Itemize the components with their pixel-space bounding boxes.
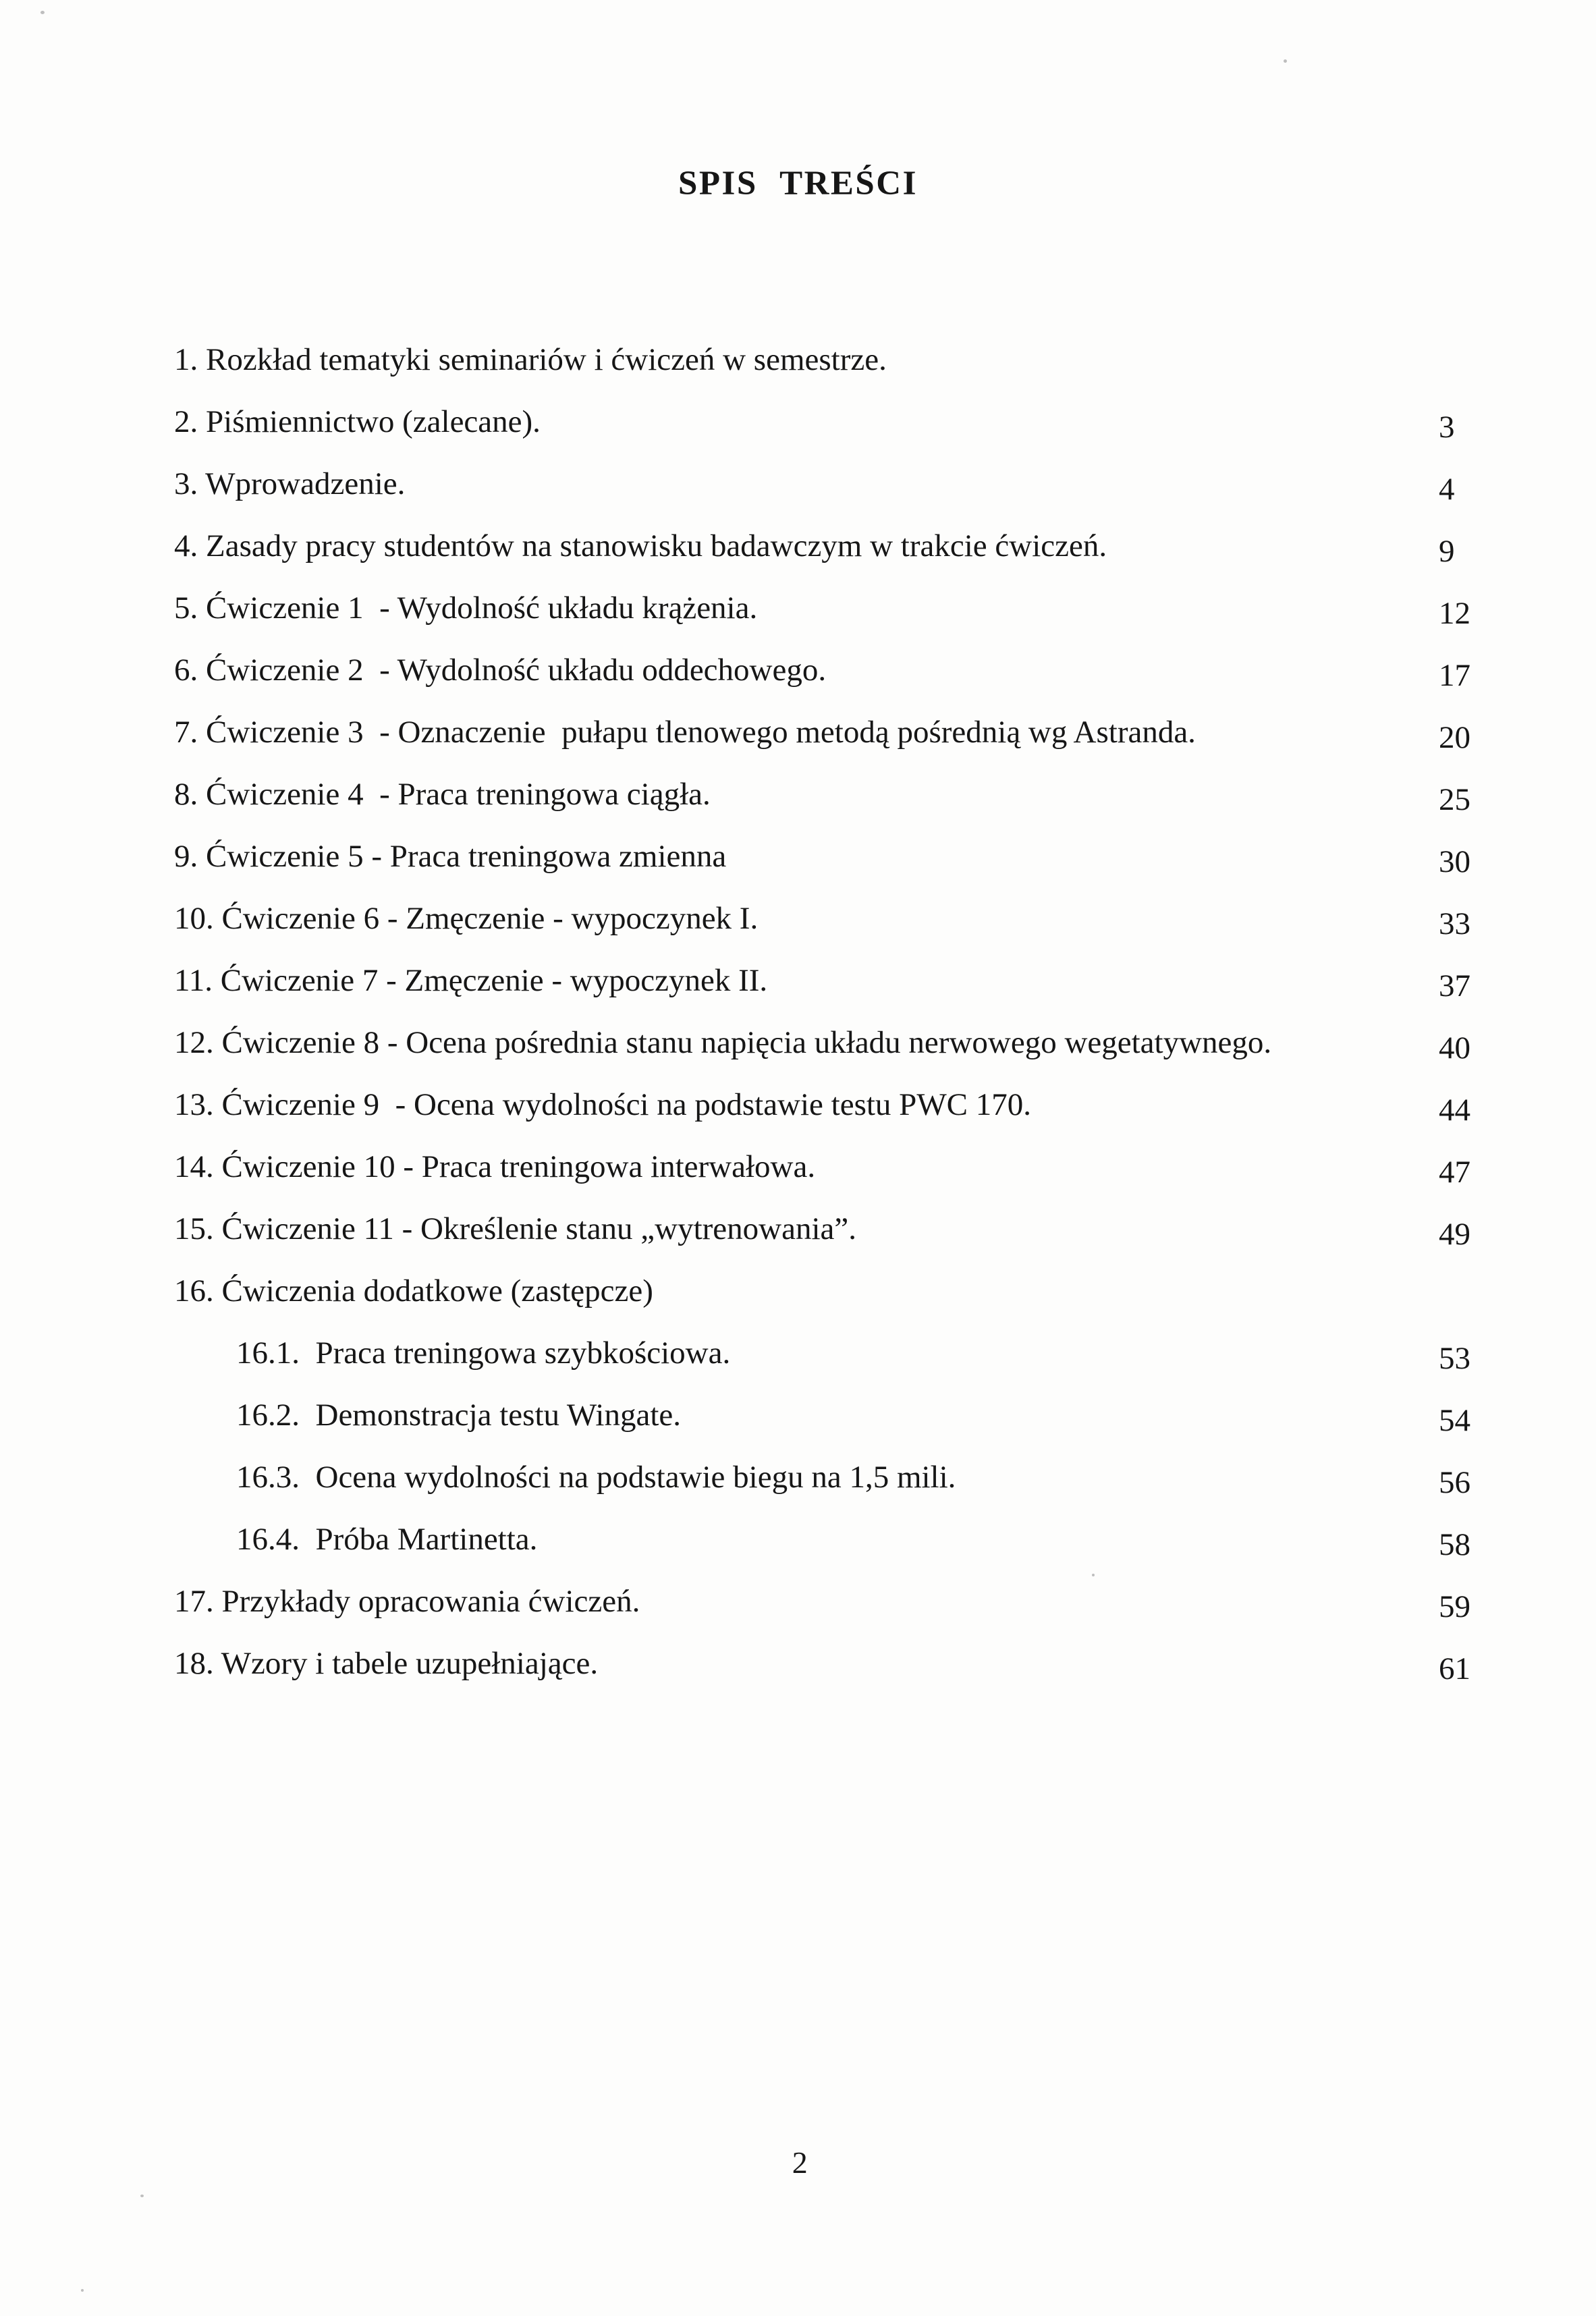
toc-entry-page-number: 4 <box>1439 472 1455 507</box>
toc-entry-page-number: 3 <box>1439 410 1455 445</box>
toc-row <box>174 701 1514 763</box>
toc-entry-label: 16.3. Ocena wydolności na podstawie biegu na 1,5 mili. <box>236 1460 956 1495</box>
scan-speck <box>1092 1574 1095 1576</box>
toc-row <box>174 1322 1514 1384</box>
toc-entry-label: 4. Zasady pracy studentów na stanowisku badawczym w trakcie ćwiczeń. <box>174 528 1107 563</box>
toc-entry-page-number: 58 <box>1439 1527 1470 1562</box>
scan-speck <box>1284 59 1287 63</box>
toc-row <box>174 1260 1514 1322</box>
toc-entry-page-number: 59 <box>1439 1589 1470 1624</box>
toc-entry-page-number: 12 <box>1439 596 1470 631</box>
toc-entry-label: 15. Ćwiczenie 11 - Określenie stanu „wytrenowania”. <box>174 1211 857 1246</box>
toc-row <box>174 1570 1514 1632</box>
toc-entry-label: 14. Ćwiczenie 10 - Praca treningowa interwałowa. <box>174 1149 816 1184</box>
toc-entry-label: 2. Piśmiennictwo (zalecane). <box>174 404 541 439</box>
toc-row <box>174 1632 1514 1694</box>
toc-row <box>174 1384 1514 1446</box>
toc-entry-label: 1. Rozkład tematyki seminariów i ćwiczeń w semestrze. <box>174 342 887 377</box>
toc-entry-label: 16. Ćwiczenia dodatkowe (zastępcze) <box>174 1273 653 1308</box>
toc-row <box>174 1136 1514 1198</box>
toc-entry-label: 3. Wprowadzenie. <box>174 466 406 501</box>
toc-row <box>174 949 1514 1012</box>
toc-entry-page-number: 54 <box>1439 1403 1470 1438</box>
toc-entry-page-number: 9 <box>1439 534 1455 569</box>
toc-entry-label: 16.1. Praca treningowa szybkościowa. <box>236 1335 731 1371</box>
toc-entry-label: 12. Ćwiczenie 8 - Ocena pośrednia stanu napięcia układu nerwowego wegetatywnego. <box>174 1025 1272 1060</box>
scan-speck <box>81 2289 84 2292</box>
toc-entry-label: 10. Ćwiczenie 6 - Zmęczenie - wypoczynek I. <box>174 901 759 936</box>
toc-entry-label: 18. Wzory i tabele uzupełniające. <box>174 1646 599 1681</box>
toc-entry-label: 16.2. Demonstracja testu Wingate. <box>236 1398 681 1433</box>
toc-entry-page-number: 17 <box>1439 658 1470 693</box>
toc-entry-label: 7. Ćwiczenie 3 - Oznaczenie pułapu tlenowego metodą pośrednią wg Astranda. <box>174 715 1196 750</box>
toc-entry-page-number: 56 <box>1439 1465 1470 1500</box>
toc-entry-page-number: 61 <box>1439 1651 1470 1686</box>
toc-row <box>174 825 1514 887</box>
scan-speck <box>40 11 45 14</box>
toc-row <box>174 639 1514 701</box>
toc-entry-page-number: 53 <box>1439 1341 1470 1376</box>
page-title: SPIS TREŚCI <box>678 165 918 202</box>
toc-row <box>174 1074 1514 1136</box>
toc-row <box>174 453 1514 515</box>
toc-entry-page-number: 25 <box>1439 782 1470 817</box>
toc-entry-page-number: 49 <box>1439 1217 1470 1252</box>
toc-entry-label: 16.4. Próba Martinetta. <box>236 1522 538 1557</box>
toc-entry-label: 5. Ćwiczenie 1 - Wydolność układu krążenia. <box>174 590 758 626</box>
toc-entry-label: 8. Ćwiczenie 4 - Praca treningowa ciągła. <box>174 777 711 812</box>
scan-speck <box>140 2195 144 2197</box>
toc-row <box>174 1198 1514 1260</box>
toc-row <box>174 391 1514 453</box>
toc-entry-page-number: 44 <box>1439 1093 1470 1128</box>
toc-entry-page-number: 40 <box>1439 1030 1470 1066</box>
toc-entry-label: 6. Ćwiczenie 2 - Wydolność układu oddechowego. <box>174 653 827 688</box>
toc-entry-page-number: 30 <box>1439 844 1470 879</box>
toc-row <box>174 1012 1514 1074</box>
toc-entry-page-number: 47 <box>1439 1155 1470 1190</box>
toc-row <box>174 763 1514 825</box>
toc-entry-label: 11. Ćwiczenie 7 - Zmęczenie - wypoczynek II. <box>174 963 768 998</box>
toc-entry-page-number: 33 <box>1439 906 1470 941</box>
table-of-contents <box>174 329 1514 1694</box>
toc-row <box>174 577 1514 639</box>
toc-row <box>174 515 1514 577</box>
toc-entry-page-number: 20 <box>1439 720 1470 755</box>
toc-row <box>174 329 1514 391</box>
toc-entry-label: 17. Przykłady opracowania ćwiczeń. <box>174 1584 640 1619</box>
toc-row <box>174 1508 1514 1570</box>
footer-page-number: 2 <box>792 2145 808 2180</box>
toc-entry-page-number: 37 <box>1439 968 1470 1003</box>
toc-row <box>174 1446 1514 1508</box>
toc-row <box>174 887 1514 949</box>
toc-entry-label: 13. Ćwiczenie 9 - Ocena wydolności na podstawie testu PWC 170. <box>174 1087 1032 1122</box>
toc-entry-label: 9. Ćwiczenie 5 - Praca treningowa zmienna <box>174 839 727 874</box>
